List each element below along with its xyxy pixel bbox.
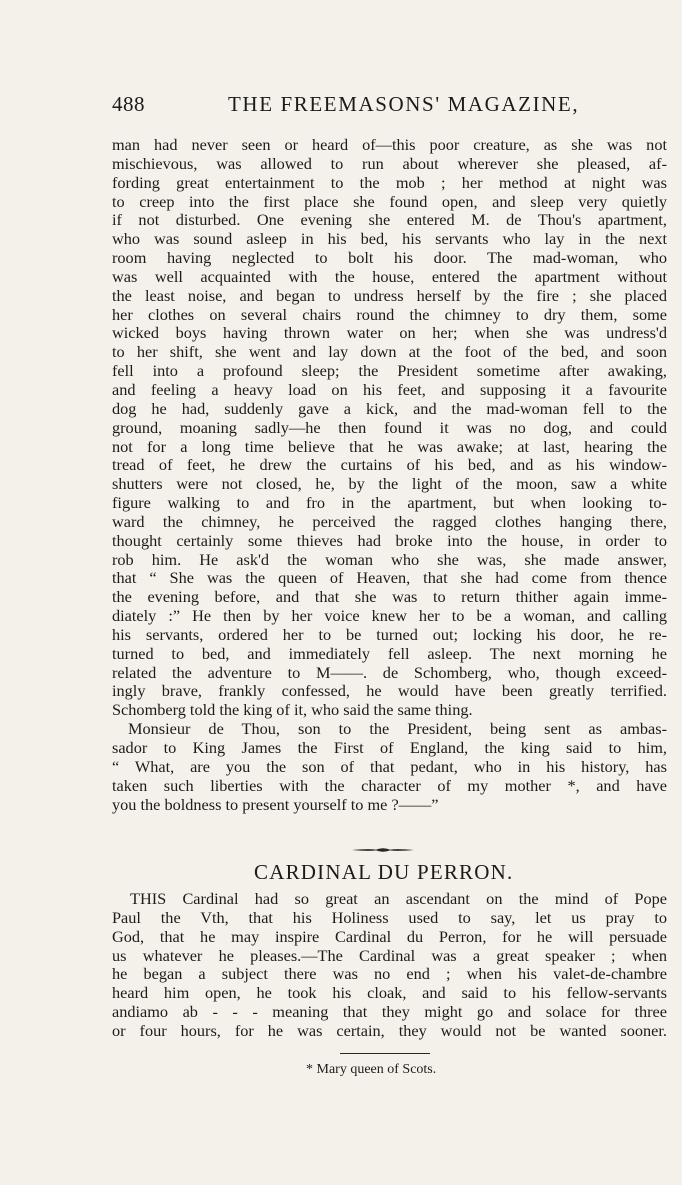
body-line: fording great entertainment to the mob ; her method at night was: [112, 172, 667, 192]
section-line: andiamo ab - - - meaning that they might go and solace for three: [112, 1002, 667, 1022]
footnote-rule: [340, 1053, 430, 1054]
body-line: shutters were not closed, he, by the light of the moon, saw a white: [112, 474, 667, 494]
section-line: heard him open, he took his cloak, and said to his fellow-servants: [112, 983, 667, 1003]
running-title: THE FREEMASONS' MAGAZINE,: [228, 92, 580, 116]
body-line: you the boldness to present yourself to me ?——”: [112, 794, 439, 814]
body-line: Schomberg told the king of it, who said the same thing.: [112, 700, 473, 720]
body-line: was well acquainted with the house, entered the apartment without: [112, 266, 667, 286]
body-line: ground, moaning sadly—he then found it was no dog, and could: [112, 417, 667, 437]
body-line: if not disturbed. One evening she entered M. de Thou's apartment,: [112, 210, 667, 230]
body-line: man had never seen or heard of—this poor creature, as she was not: [112, 135, 667, 154]
body-line-text: to creep into the first place she found open, and sleep very quietly: [112, 191, 667, 211]
body-line: the least noise, and began to undress herself by the fire ; she placed: [112, 285, 667, 305]
body-line: figure walking to and fro in the apartment, but when looking to-: [112, 493, 667, 513]
body-line: the evening before, and that she was to return thither again imme-: [112, 587, 667, 607]
body-line: taken such liberties with the character of my mother *, and have: [112, 775, 667, 795]
section-line: us whatever he pleases.—The Cardinal was a great speaker ; when: [112, 945, 667, 965]
body-line: turned to bed, and immediately fell asleep. The next morning he: [112, 643, 667, 663]
section-title: CARDINAL DU PERRON.: [254, 860, 514, 884]
section-body: [112, 890, 667, 1041]
body-line: who was sound asleep in his bed, his servants who lay in the next: [112, 229, 667, 249]
page-number: 488: [112, 92, 145, 116]
body-line: his servants, ordered her to be turned out; locking his door, he re-: [112, 624, 667, 644]
body-line: wicked boys having thrown water on her; when she was undress'd: [112, 323, 667, 343]
body-line: related the adventure to M——. de Schomberg, who, though exceed-: [112, 662, 667, 682]
body-line: sador to King James the First of England, the king said to him,: [112, 738, 667, 757]
body-line: not for a long time believe that he was awake; at last, hearing the: [112, 436, 667, 456]
section-line: God, that he may inspire Cardinal du Perron, for he will persuade: [112, 926, 667, 946]
body-line: and feeling a heavy load on his feet, and supposing it a favourite: [112, 379, 667, 399]
body-line: mischievous, was allowed to run about wherever she pleased, af-: [112, 153, 667, 173]
body-line: Monsieur de Thou, son to the President, being sent as ambas-: [128, 719, 667, 739]
body-line: ingly brave, frankly confessed, he would have been greatly terrified.: [112, 681, 667, 701]
body-line: rob him. He ask'd the woman who she was, she made answer,: [112, 549, 667, 569]
body-line: to her shift, she went and lay down at the foot of the bed, and soon: [112, 342, 667, 362]
body-line: that “ She was the queen of Heaven, that she had come from thence: [112, 568, 667, 588]
body-line: tread of feet, he drew the curtains of his bed, and as his window-: [112, 455, 667, 475]
body-line: thought certainly some thieves had broke into the house, in order to: [112, 530, 667, 550]
footnote: * Mary queen of Scots.: [306, 1062, 437, 1077]
section-line: he began a subject there was no end ; when his valet-de-chambre: [112, 964, 667, 984]
page-header: [112, 92, 667, 122]
body-line: room having neglected to bolt his door. The mad-woman, who: [112, 248, 667, 268]
section-line: or four hours, for he was certain, they would not be wanted sooner.: [112, 1020, 667, 1040]
article-body: [112, 136, 667, 814]
body-line: [112, 193, 667, 212]
body-line: ward the chimney, he perceived the ragged clothes hanging there,: [112, 511, 667, 531]
section-divider-ornament: [352, 846, 414, 854]
section-line: Paul the Vth, that his Holiness used to say, let us pray to: [112, 907, 667, 927]
body-line: her clothes on several chairs round the chimney to dry them, some: [112, 304, 667, 324]
body-line: dog he had, suddenly gave a kick, and the mad-woman fell to the: [112, 398, 667, 418]
body-line: fell into a profound sleep; the President sometime after awaking,: [112, 361, 667, 381]
section-line: THIS Cardinal had so great an ascendant on the mind of Pope: [130, 889, 667, 908]
body-line: “ What, are you the son of that pedant, who in his history, has: [112, 756, 667, 776]
body-line: diately :” He then by her voice knew her to be a woman, and calling: [112, 606, 667, 626]
